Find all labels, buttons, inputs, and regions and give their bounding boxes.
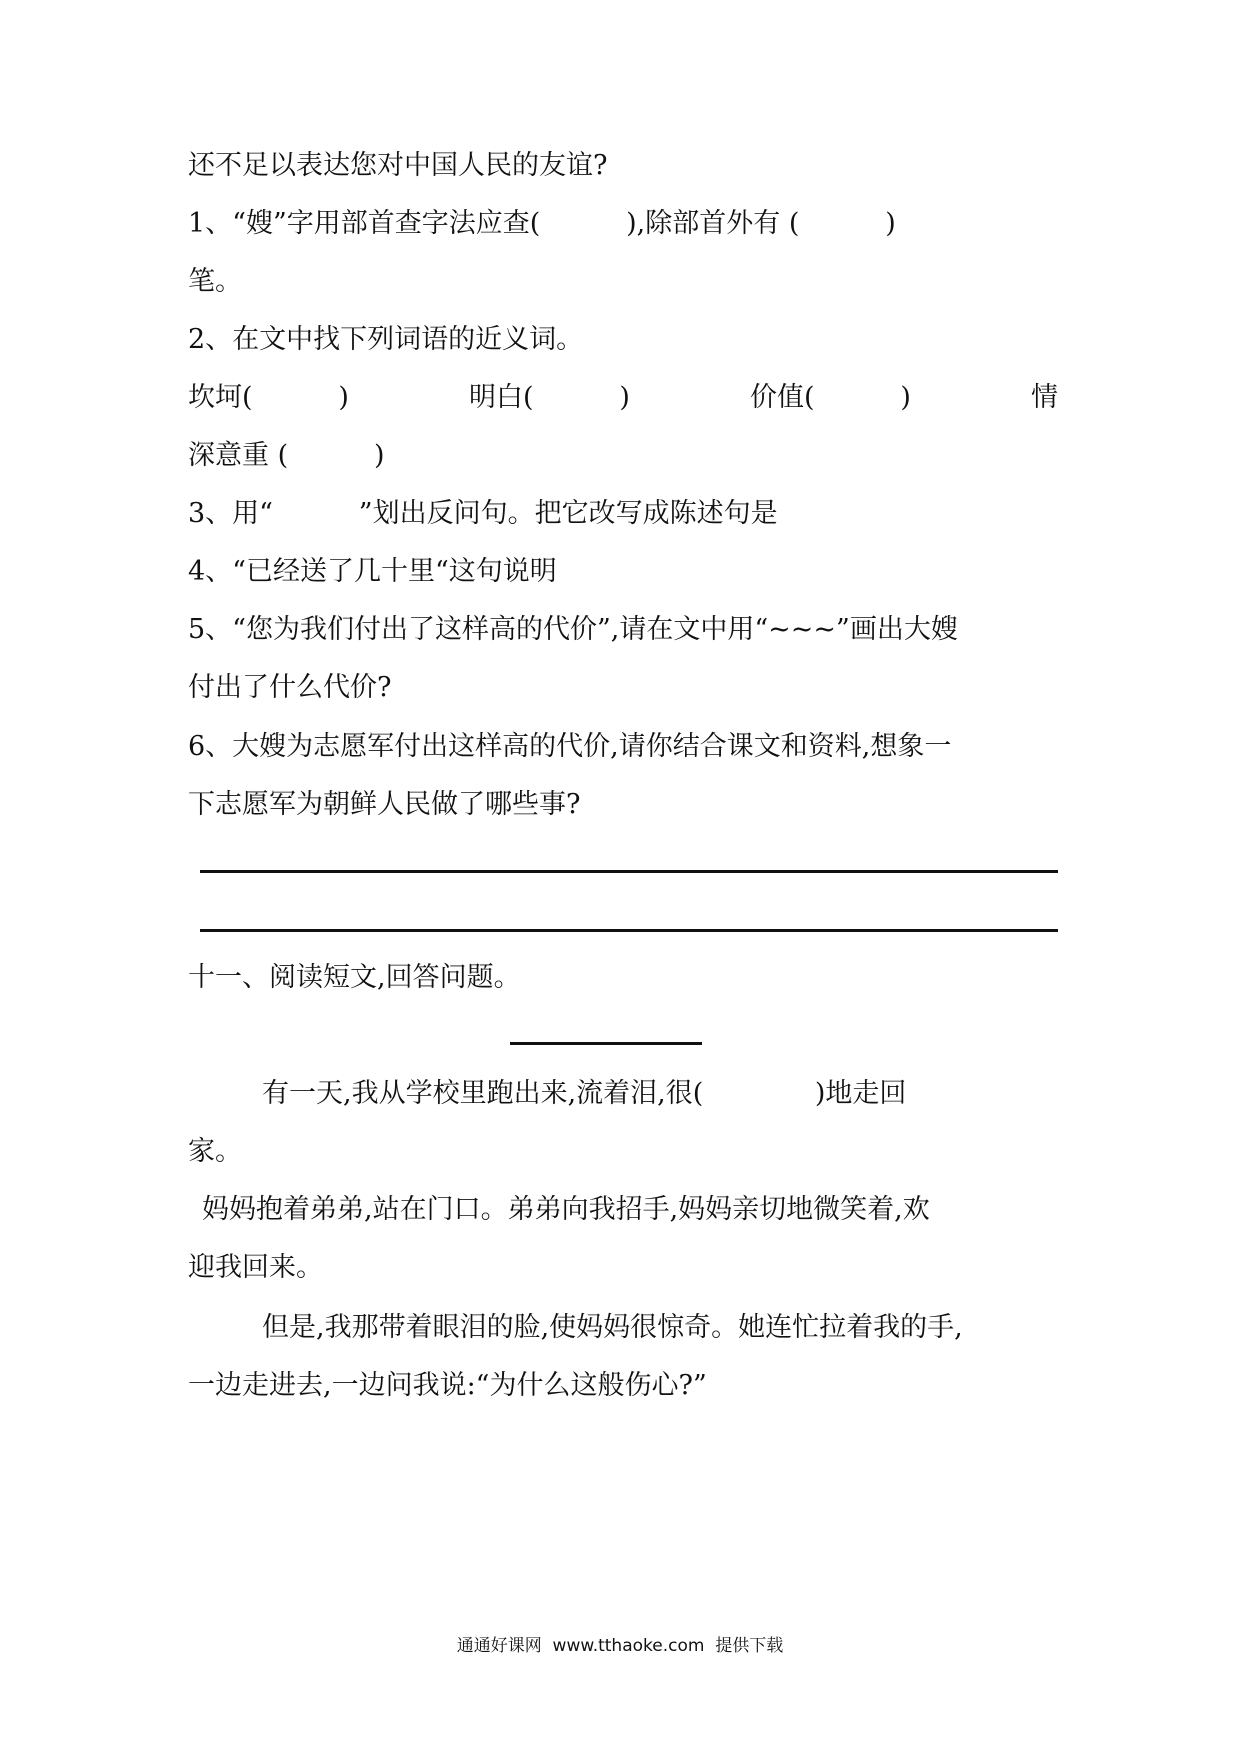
question-2: 2、在文中找下列词语的近义词。 [188, 324, 584, 355]
question-1-line-1: 1、“嫂”字用部首查字法应查( ),除部首外有 ( ) [188, 208, 896, 239]
question-5-line-2: 付出了什么代价? [188, 672, 392, 703]
passage-title-blank[interactable] [510, 1042, 702, 1045]
passage-paragraph-3-line-1: 但是,我那带着眼泪的脸,使妈妈很惊奇。她连忙拉着我的手, [262, 1312, 963, 1343]
word-item-jiazhi: 价值( ) [750, 382, 911, 413]
answer-line-2[interactable] [200, 929, 1058, 932]
passage-paragraph-2-line-1: 妈妈抱着弟弟,站在门口。弟弟向我招手,妈妈亲切地微笑着,欢 [202, 1194, 930, 1225]
word-item-qing: 情 [1031, 382, 1058, 413]
question-1-line-2: 笔。 [188, 266, 242, 297]
text-line-friendship: 还不足以表达您对中国人民的友谊? [188, 150, 608, 181]
passage-paragraph-1-line-1: 有一天,我从学校里跑出来,流着泪,很( )地走回 [262, 1078, 907, 1109]
word-item-kanke: 坎坷( ) [188, 382, 349, 413]
question-2-word-continued: 深意重 ( ) [188, 440, 385, 471]
passage-paragraph-1-line-2: 家。 [188, 1136, 242, 1167]
question-6-line-2: 下志愿军为朝鲜人民做了哪些事? [188, 789, 581, 820]
page-footer: 通通好课网 www.tthaoke.com 提供下载 [456, 1636, 784, 1656]
question-3: 3、用“ ”划出反问句。把它改写成陈述句是 [188, 498, 778, 529]
section-11-heading: 十一、阅读短文,回答问题。 [188, 962, 521, 993]
question-5-line-1: 5、“您为我们付出了这样高的代价”,请在文中用“~~~”画出大嫂 [188, 614, 958, 645]
answer-line-1[interactable] [200, 870, 1058, 873]
word-item-mingbai: 明白( ) [469, 382, 630, 413]
question-4: 4、“已经送了几十里“这句说明 [188, 556, 557, 587]
passage-paragraph-2-line-2: 迎我回来。 [188, 1252, 323, 1283]
question-2-word-list [188, 380, 1058, 416]
passage-paragraph-3-line-2: 一边走进去,一边问我说:“为什么这般伤心?” [188, 1370, 707, 1401]
question-6-line-1: 6、大嫂为志愿军付出这样高的代价,请你结合课文和资料,想象一 [188, 731, 952, 762]
